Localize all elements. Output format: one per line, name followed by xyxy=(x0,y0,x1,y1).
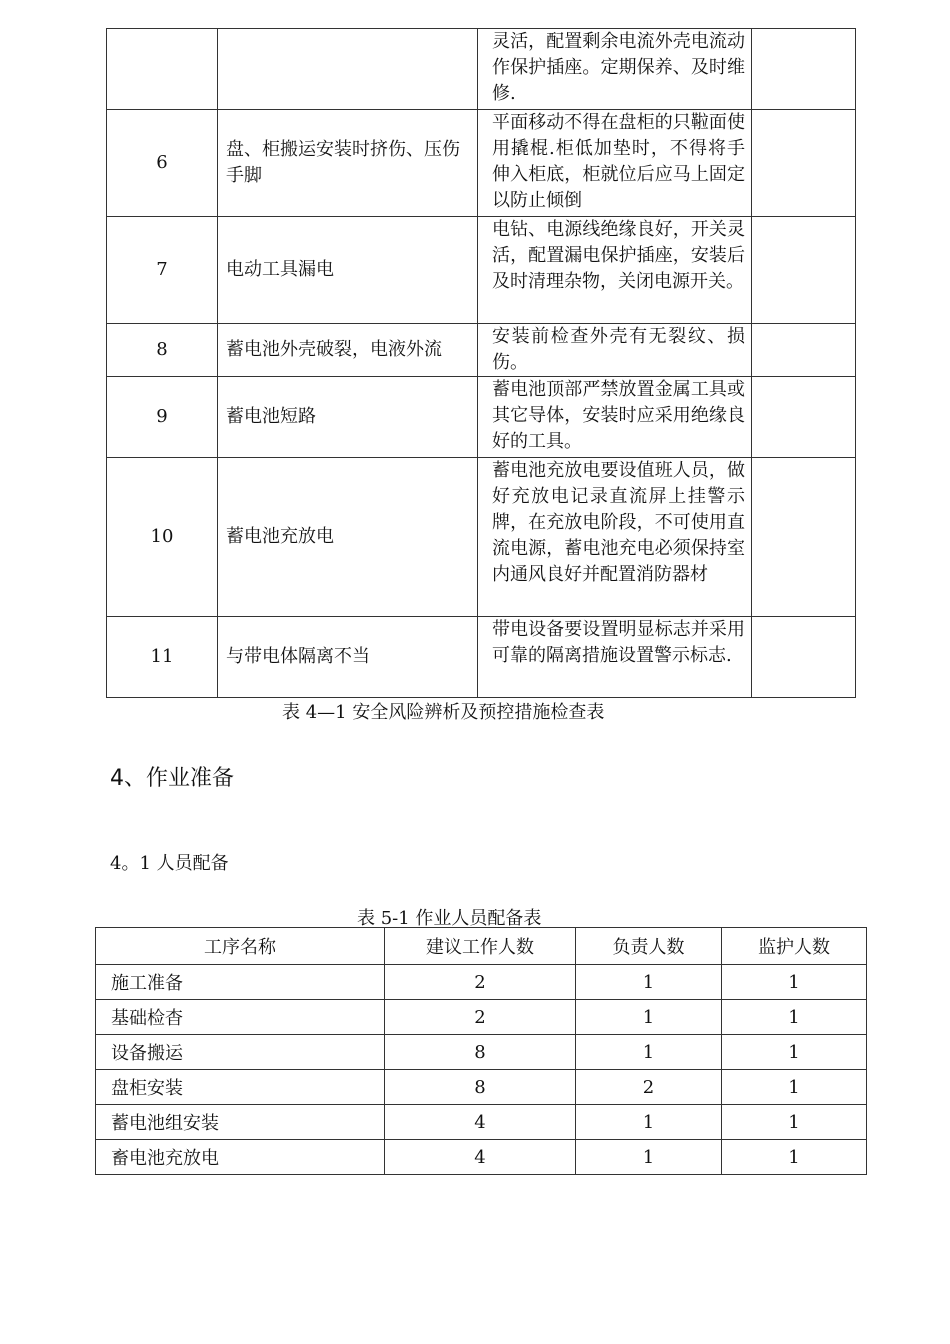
risk-description: 电动工具漏电 xyxy=(218,217,478,324)
table-row xyxy=(107,458,856,617)
header-row xyxy=(96,928,867,965)
column-header: 负责人数 xyxy=(576,928,722,965)
table-row xyxy=(96,965,867,1000)
guardian-count: 1 xyxy=(722,1140,867,1175)
section-heading: 4、作业准备 xyxy=(110,766,234,791)
process-name: 基础检杳 xyxy=(96,1000,385,1035)
table-row xyxy=(96,1140,867,1175)
process-name: 施工准备 xyxy=(96,965,385,1000)
guardian-count: 1 xyxy=(722,1070,867,1105)
risk-table-caption: 表 4—1 安全风险辨析及预控措施检查表 xyxy=(282,702,605,723)
table-row xyxy=(107,377,856,458)
table-row xyxy=(107,324,856,377)
control-measure: 灵活，配置剩余电流外壳电流动作保护插座。定期保养、及时维修. xyxy=(478,29,752,110)
check-cell xyxy=(752,617,856,698)
risk-description: 蓄电池充放电 xyxy=(218,458,478,617)
check-cell xyxy=(752,324,856,377)
table-row xyxy=(96,1000,867,1035)
row-number: 10 xyxy=(107,458,218,617)
row-number: 8 xyxy=(107,324,218,377)
subsection-heading: 4。1 人员配备 xyxy=(110,853,229,874)
column-header: 工序名称 xyxy=(96,928,385,965)
process-name: 蓄电池组安装 xyxy=(96,1105,385,1140)
table-row xyxy=(96,1035,867,1070)
row-number: 9 xyxy=(107,377,218,458)
staff-table-caption: 表 5-1 作业人员配备表 xyxy=(357,908,542,929)
risk-description: 盘、柜搬运安装时挤伤、压伤手脚 xyxy=(218,110,478,217)
table-row xyxy=(107,617,856,698)
table-row xyxy=(96,1070,867,1105)
suggested-workers: 4 xyxy=(385,1105,576,1140)
table-row xyxy=(96,1105,867,1140)
control-measure: 蓄电池充放电要设值班人员，做好充放电记录直流屏上挂警示牌，在充放电阶段，不可使用直流电源，蓄电池充电必须保持室内通风良好并配置消防器材 xyxy=(478,458,752,617)
guardian-count: 1 xyxy=(722,1035,867,1070)
suggested-workers: 8 xyxy=(385,1035,576,1070)
process-name: 盘柜安装 xyxy=(96,1070,385,1105)
check-cell xyxy=(752,217,856,324)
check-cell xyxy=(752,29,856,110)
control-measure: 平面移动不得在盘柜的只鞡面使用撬棍.柜低加垫时，不得将手伸入柜底，柜就位后应马上固定以防止倾倒 xyxy=(478,110,752,217)
suggested-workers: 4 xyxy=(385,1140,576,1175)
control-measure: 蓄电池顶部严禁放置金属工具或其它导体，安装时应采用绝缘良好的工具。 xyxy=(478,377,752,458)
check-cell xyxy=(752,377,856,458)
guardian-count: 1 xyxy=(722,1105,867,1140)
suggested-workers: 2 xyxy=(385,965,576,1000)
responsible-count: 1 xyxy=(576,965,722,1000)
column-header: 监护人数 xyxy=(722,928,867,965)
control-measure: 带电设备要设置明显标志并采用可靠的隔离措施设置警示标志. xyxy=(478,617,752,698)
row-number: 11 xyxy=(107,617,218,698)
control-measure: 电钻、电源线绝缘良好，开关灵活，配置漏电保护插座，安装后及时清理杂物，关闭电源开关。 xyxy=(478,217,752,324)
staffing-table xyxy=(95,927,867,1175)
risk-description: 蓄电池短路 xyxy=(218,377,478,458)
control-measure: 安装前检查外壳有无裂纹、损伤。 xyxy=(478,324,752,377)
suggested-workers: 8 xyxy=(385,1070,576,1105)
process-name: 畜电池充放电 xyxy=(96,1140,385,1175)
table-row xyxy=(107,217,856,324)
row-number xyxy=(107,29,218,110)
responsible-count: 1 xyxy=(576,1105,722,1140)
responsible-count: 1 xyxy=(576,1140,722,1175)
risk-control-table xyxy=(106,28,856,698)
guardian-count: 1 xyxy=(722,1000,867,1035)
check-cell xyxy=(752,110,856,217)
responsible-count: 1 xyxy=(576,1035,722,1070)
table-row xyxy=(107,110,856,217)
process-name: 设备搬运 xyxy=(96,1035,385,1070)
risk-description: 蓄电池外壳破裂，电液外流 xyxy=(218,324,478,377)
row-number: 6 xyxy=(107,110,218,217)
column-header: 建议工作人数 xyxy=(385,928,576,965)
guardian-count: 1 xyxy=(722,965,867,1000)
responsible-count: 2 xyxy=(576,1070,722,1105)
table-row xyxy=(107,29,856,110)
risk-description xyxy=(218,29,478,110)
row-number: 7 xyxy=(107,217,218,324)
responsible-count: 1 xyxy=(576,1000,722,1035)
check-cell xyxy=(752,458,856,617)
risk-description: 与带电体隔离不当 xyxy=(218,617,478,698)
suggested-workers: 2 xyxy=(385,1000,576,1035)
